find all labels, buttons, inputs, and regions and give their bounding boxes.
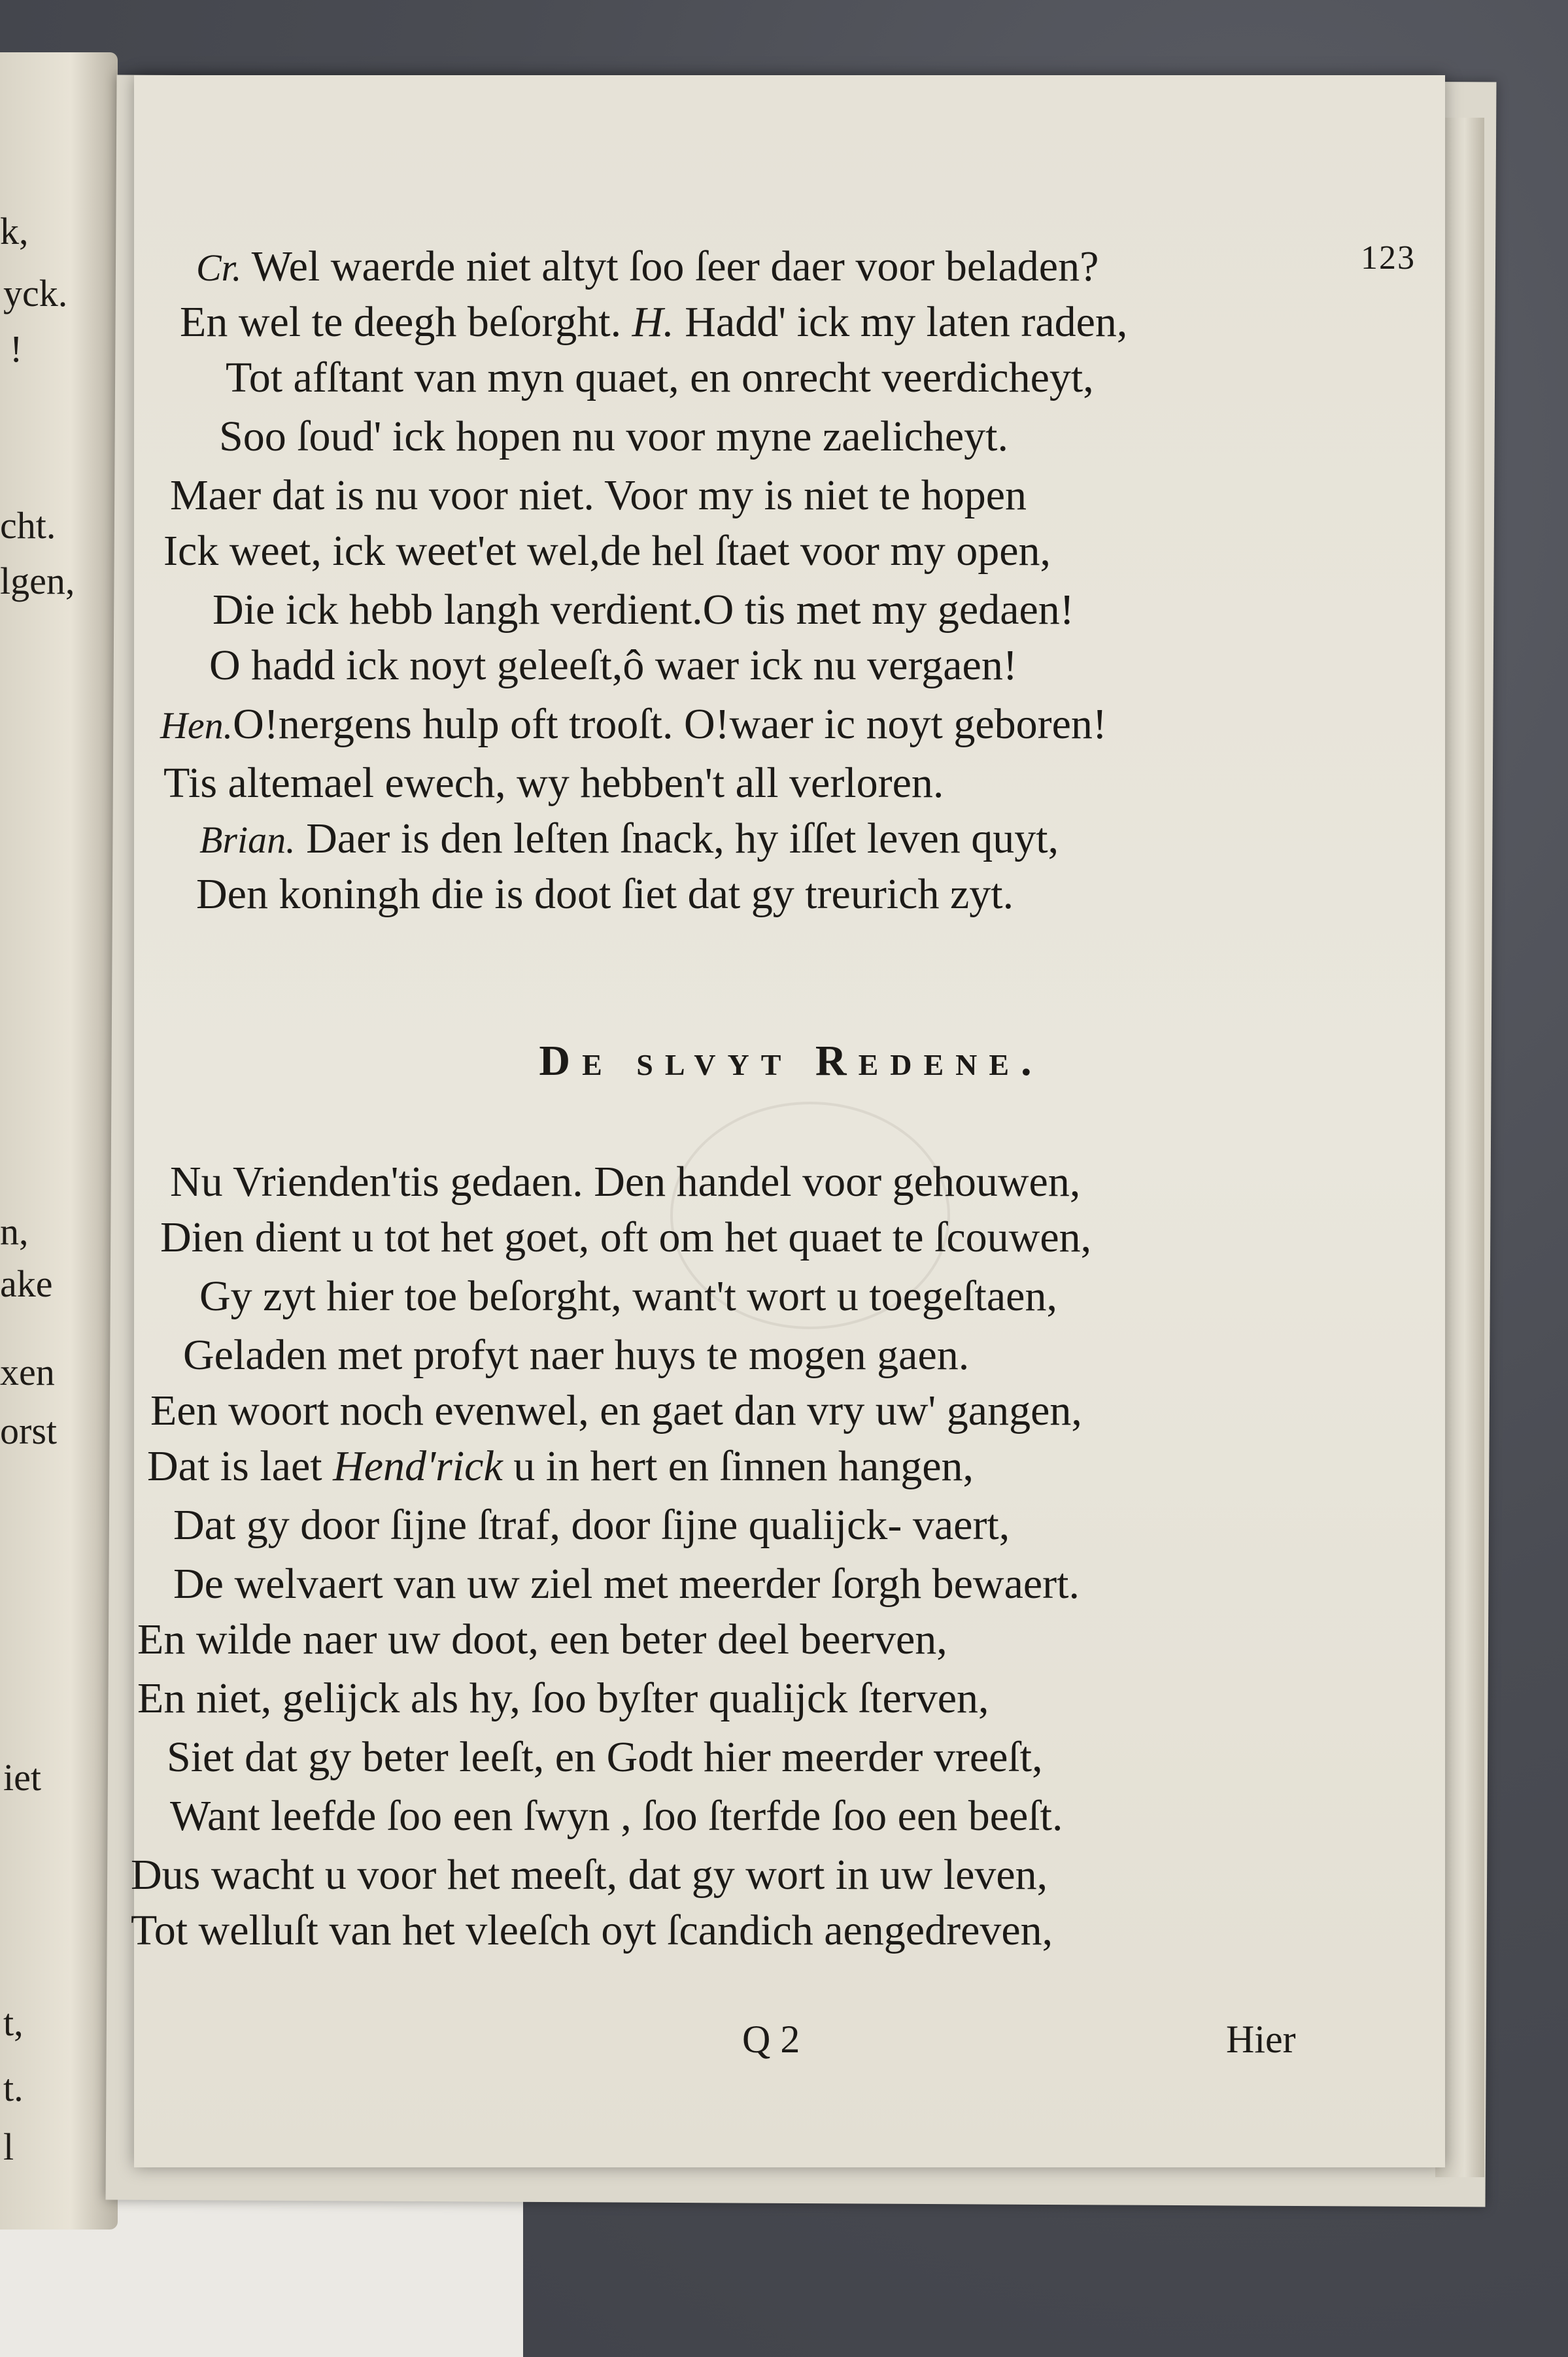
verse-line — [196, 870, 1014, 918]
verse-text: En wel te deegh beſorght. — [180, 298, 632, 346]
page-number: 123 — [1361, 239, 1416, 277]
left-page-fragment: ! — [10, 328, 23, 370]
verse-text: Maer dat is nu voor niet. Voor my is niet te hopen — [170, 471, 1027, 519]
verse-text: Den koningh die is doot ſiet dat gy treurich zyt. — [196, 870, 1014, 918]
verse-text: Dien dient u tot het goet, oft om het quaet te ſcouwen, — [160, 1213, 1092, 1261]
verse-line — [163, 759, 944, 807]
left-page-fragment: iet — [3, 1756, 41, 1799]
verse-text: O hadd ick noyt geleeſt,ô waer ick nu vergaen! — [209, 641, 1017, 689]
verse-line — [173, 1501, 1010, 1549]
verse-text: Tot welluſt van het vleeſch oyt ſcandich aengedreven, — [131, 1907, 1053, 1954]
left-page — [0, 52, 118, 2230]
verse-text: Gy zyt hier toe beſorght, want't wort u toegeſtaen, — [199, 1272, 1057, 1320]
verse-text: Dat is laet — [147, 1442, 333, 1490]
verse-text: Ick weet, ick weet'et wel,de hel ſtaet voor my open, — [163, 527, 1051, 575]
left-page-fragment: ake — [0, 1263, 53, 1305]
verse-line — [137, 1618, 947, 1661]
verse-line — [199, 1272, 1057, 1320]
verse-line — [199, 817, 1059, 860]
verse-line — [180, 298, 1128, 346]
verse-text: Dat gy door ſijne ſtraf, door ſijne qualijck- vaert, — [173, 1501, 1010, 1549]
speaker-label: Cr. — [196, 246, 242, 289]
left-page-fragment: t. — [3, 2067, 24, 2109]
verse-line — [131, 1851, 1048, 1899]
verse-line — [213, 588, 1074, 632]
page-text — [131, 98, 1422, 2158]
verse-text: Tis altemael ewech, wy hebben't all verloren. — [163, 759, 944, 807]
verse-line — [209, 641, 1017, 689]
verse-line — [196, 245, 1099, 288]
verse-text: Geladen met profyt naer huys te mogen gaen. — [183, 1331, 970, 1379]
left-page-fragment: xen — [0, 1351, 55, 1393]
left-page-fragment: k, — [0, 210, 29, 252]
verse-line — [147, 1442, 974, 1490]
verse-text: Siet dat gy beter leeſt, en Godt hier meerder vreeſt, — [167, 1733, 1043, 1781]
speaker-label: Brian. — [199, 819, 296, 861]
left-page-fragment: orst — [0, 1410, 57, 1452]
verse-line — [137, 1674, 989, 1722]
verse-text: En wilde naer uw doot, een beter deel beerven, — [137, 1616, 947, 1663]
verse-line — [183, 1331, 970, 1379]
verse-text: Want leefde ſoo een ſwyn , ſoo ſterfde ſoo een beeſt. — [170, 1792, 1063, 1840]
verse-text: En niet, gelijck als hy, ſoo byſter qualijck ſterven, — [137, 1674, 989, 1722]
verse-text: Wel waerde niet altyt ſoo ſeer daer voor beladen? — [251, 243, 1099, 290]
verse-line — [170, 1792, 1063, 1840]
verse-line — [170, 471, 1027, 519]
verse-line — [167, 1733, 1043, 1781]
verse-text: Soo ſoud' ick hopen nu voor myne zaelicheyt. — [219, 413, 1008, 460]
verse-text: u in hert en ſinnen hangen, — [502, 1442, 974, 1490]
verse-line — [160, 700, 1107, 748]
verse-text: Tot afſtant van myn quaet, en onrecht veerdicheyt, — [226, 354, 1094, 401]
speaker-label: Hen. — [160, 704, 233, 747]
verse-line — [160, 1213, 1092, 1261]
section-heading: De ſlvyt Redene. — [539, 1037, 1044, 1085]
left-page-fragment: t, — [3, 2001, 24, 2044]
verse-text: Een woort noch evenwel, en gaet dan vry uw' gangen, — [150, 1387, 1082, 1434]
left-page-fragment: lgen, — [0, 560, 75, 602]
speaker-label: H. — [632, 298, 674, 346]
verse-line — [131, 1909, 1053, 1952]
left-page-fragment: cht. — [0, 504, 56, 547]
verse-line — [150, 1389, 1082, 1433]
verse-line — [219, 415, 1008, 458]
verse-line — [170, 1158, 1081, 1206]
verse-text-italic: Hend'rick — [333, 1442, 503, 1490]
verse-text: Dus wacht u voor het meeſt, dat gy wort in uw leven, — [131, 1851, 1048, 1899]
left-page-fragment: n, — [0, 1210, 29, 1253]
verse-line — [173, 1560, 1080, 1608]
left-page-fragment: l — [3, 2126, 14, 2168]
verse-text: De welvaert van uw ziel met meerder ſorgh bewaert. — [173, 1560, 1080, 1608]
catchword: Hier — [1226, 2018, 1296, 2061]
verse-line — [226, 356, 1094, 399]
verse-line — [163, 527, 1051, 575]
signature-mark: Q 2 — [742, 2018, 800, 2061]
verse-text: Nu Vrienden'tis gedaen. Den handel voor gehouwen, — [170, 1158, 1081, 1206]
verse-text: Daer is den leſten ſnack, hy iſſet leven quyt, — [295, 815, 1059, 862]
left-page-fragment: yck. — [3, 272, 68, 314]
verse-text: O!nergens hulp oft trooſt. O!waer ic noyt geboren! — [233, 700, 1107, 748]
verse-text: Hadd' ick my laten raden, — [673, 298, 1128, 346]
verse-text: Die ick hebb langh verdient.O tis met my gedaen! — [213, 586, 1074, 634]
